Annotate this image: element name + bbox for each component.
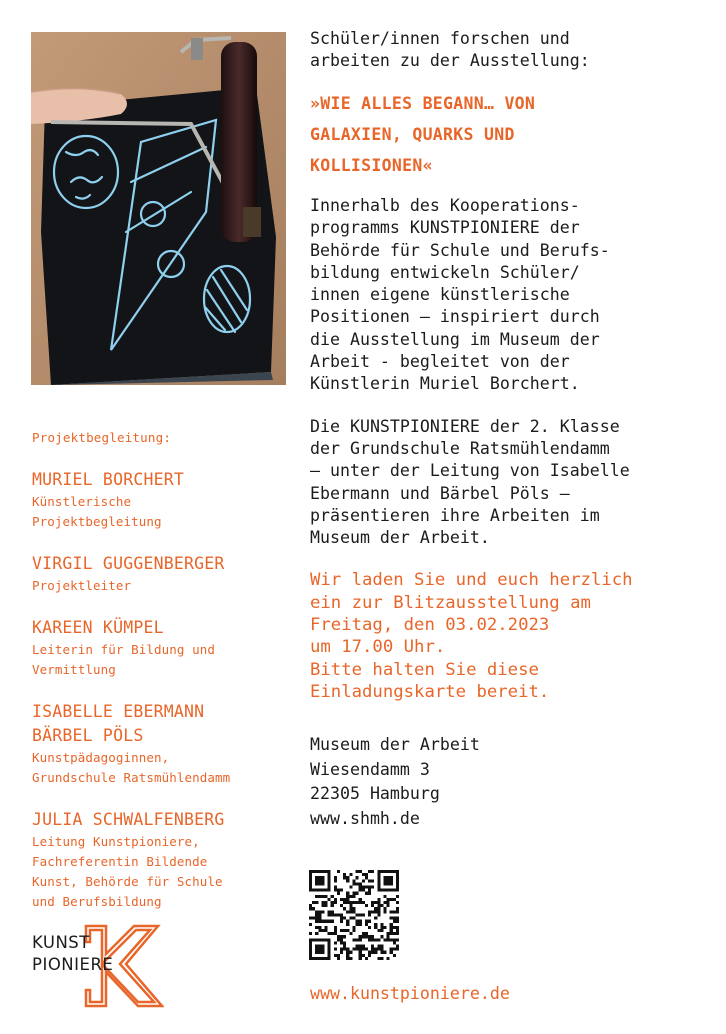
credit-role: Projektleiter [32, 578, 132, 593]
qr-code-icon [309, 870, 399, 960]
credit-entry [32, 552, 282, 596]
credit-entry [32, 700, 282, 788]
main-content [310, 28, 710, 831]
credit-entry [32, 808, 282, 912]
exhibition-title: »WIE ALLES BEGANN… VON GALAXIEN, QUARKS UND KOLLISIONEN« [310, 94, 536, 175]
program-description: Innerhalb des Kooperations- programms KUNSTPIONIERE der Behörde für Schule und Berufs- bildung entwickeln Schüler/ innen eigene künstlerische Positionen – inspiriert durch die Ausstellung im Museum der Arbeit - begleitet von der Künstlerin Muriel Borchert. [310, 196, 610, 394]
class-description: Die KUNSTPIONIERE der 2. Klasse der Grundschule Ratsmühlendamm – unter der Leitung von Isabelle Ebermann und Bärbel Pöls – präsentieren ihre Arbeiten im Museum der Arbeit. [310, 416, 630, 548]
logo-line2: PIONIERE [32, 955, 114, 974]
credit-name: JULIA SCHWALFENBERG [32, 810, 225, 829]
website-link[interactable]: www.kunstpioniere.de [310, 984, 510, 1003]
linocut-print-photo [31, 32, 286, 385]
intro-text: Schüler/innen forschen und arbeiten zu der Ausstellung: [310, 29, 590, 70]
credit-role: Leiterin für Bildung und Vermittlung [32, 642, 216, 677]
credit-name: ISABELLE EBERMANN BÄRBEL PÖLS [32, 702, 205, 745]
museum-address: Museum der Arbeit Wiesendamm 3 22305 Hamburg www.shmh.de [310, 735, 480, 828]
logo-line1: KUNST [32, 933, 90, 952]
credit-name: MURIEL BORCHERT [32, 470, 185, 489]
credit-role: Kunstpädagoginnen, Grundschule Ratsmühlendamm [32, 750, 231, 785]
credit-role: Künstlerische Projektbegleitung [32, 494, 162, 529]
credit-name: KAREEN KÜMPEL [32, 618, 164, 637]
project-credits [32, 430, 282, 932]
invitation-text: Wir laden Sie und euch herzlich ein zur Blitzausstellung am Freitag, den 03.02.2023 um 17.00 Uhr. Bitte halten Sie diese Einladungskarte bereit. [310, 570, 633, 702]
credit-entry [32, 468, 282, 532]
credits-heading: Projektbegleitung: [32, 430, 172, 445]
credit-name: VIRGIL GUGGENBERGER [32, 554, 225, 573]
kunstpioniere-logo [28, 924, 164, 1008]
credit-entry [32, 616, 282, 680]
credit-role: Leitung Kunstpioniere, Fachreferentin Bildende Kunst, Behörde für Schule und Berufsbildung [32, 834, 223, 909]
